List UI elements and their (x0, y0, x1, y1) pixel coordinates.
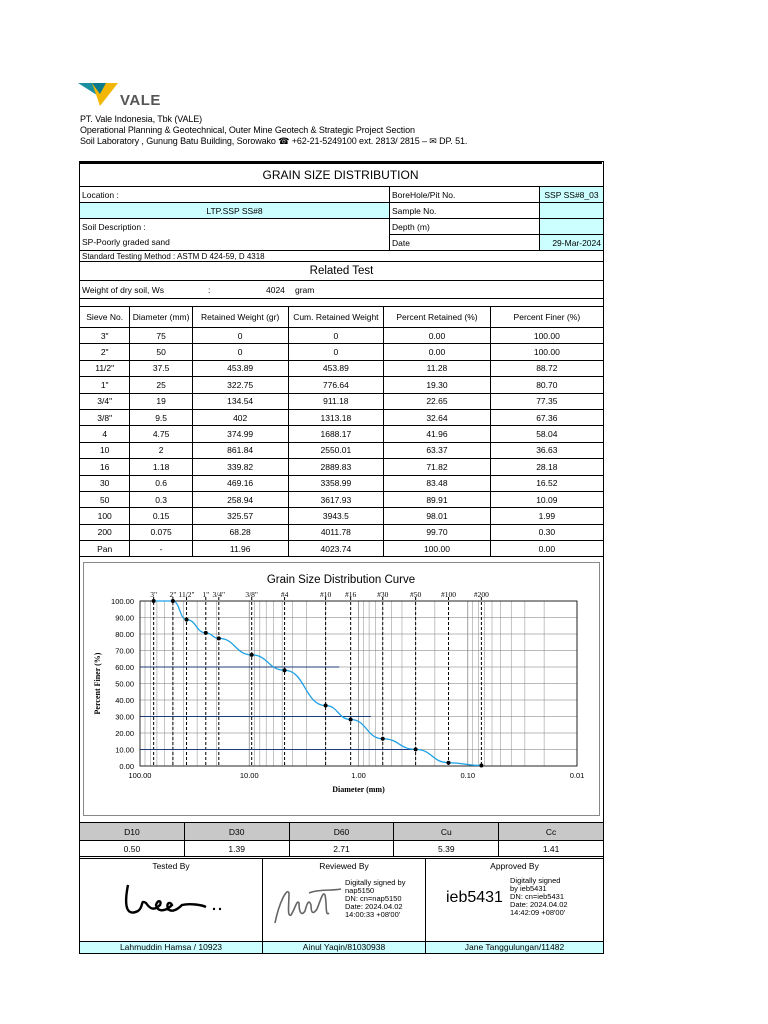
table-cell: 0 (288, 328, 384, 344)
table-cell: 41.96 (384, 426, 490, 442)
table-cell: 402 (192, 409, 288, 425)
table-cell: 0.6 (130, 475, 192, 491)
y-tick-label: 10.00 (115, 745, 134, 755)
table-cell: 16 (80, 459, 130, 475)
table-cell: 322.75 (192, 377, 288, 393)
data-point (204, 631, 208, 635)
sieve-table-header (80, 307, 604, 328)
table-cell: 1.99 (490, 508, 603, 524)
data-point (324, 704, 328, 708)
coef-header: D60 (289, 823, 394, 841)
grain-size-chart (84, 563, 599, 815)
y-tick-label: 40.00 (115, 696, 134, 705)
location-value: LTP.SSP SS#8 (80, 203, 390, 219)
sieve-col-header: Percent Finer (%) (490, 307, 603, 328)
table-cell: 58.04 (490, 426, 603, 442)
table-cell: 36.63 (490, 442, 603, 458)
table-cell: 453.89 (192, 360, 288, 376)
sieve-col-header: Sieve No. (80, 307, 130, 328)
table-cell: 0 (192, 344, 288, 360)
table-row (80, 344, 604, 360)
table-cell: 11.96 (192, 541, 288, 557)
table-cell: 2889.83 (288, 459, 384, 475)
y-tick-label: 70.00 (115, 646, 134, 656)
y-tick-label: 90.00 (115, 613, 134, 623)
sieve-label: #16 (345, 590, 357, 599)
reviewed-by-name: Ainul Yaqin/81030938 (263, 942, 426, 954)
table-row (80, 426, 604, 442)
digital-signature-line: 14:00:33 +08'00' (345, 910, 401, 919)
table-row (80, 377, 604, 393)
table-cell: 30 (80, 475, 130, 491)
table-cell: 83.48 (384, 475, 490, 491)
table-cell: 3617.93 (288, 491, 384, 507)
reviewed-by-cell (263, 859, 426, 942)
coefficients-table (79, 822, 604, 857)
table-cell: 71.82 (384, 459, 490, 475)
table-row (80, 328, 604, 344)
digital-signature-line: by ieb5431 (510, 884, 547, 893)
coef-value: 1.41 (499, 841, 604, 857)
table-cell: 77.35 (490, 393, 603, 409)
table-cell: 10.09 (490, 491, 603, 507)
chart-title: Grain Size Distribution Curve (266, 574, 416, 586)
location-label: Location : (80, 187, 390, 203)
sieve-col-header: Percent Retained (%) (384, 307, 490, 328)
table-cell: 67.36 (490, 409, 603, 425)
data-point (479, 764, 483, 768)
coef-value: 5.39 (394, 841, 499, 857)
coef-header: D10 (80, 823, 185, 841)
table-cell: 0.15 (130, 508, 192, 524)
coefficients-header (80, 823, 604, 841)
y-axis-label: Percent Finer (%) (93, 652, 102, 715)
sieve-label: 3/8" (245, 590, 259, 599)
approved-digital-signature (510, 877, 568, 917)
info-table (79, 186, 604, 299)
table-cell: 89.91 (384, 491, 490, 507)
soil-desc-value: SP-Poorly graded sand (80, 235, 390, 251)
sieve-col-header: Cum. Retained Weight (288, 307, 384, 328)
y-tick-label: 20.00 (115, 729, 134, 738)
approved-by-cell (426, 859, 604, 942)
y-tick-label: 100.00 (111, 597, 134, 606)
soil-desc-label: Soil Description : (80, 219, 390, 235)
digital-signature-line: DN: cn=ieb5431 (510, 892, 564, 901)
digital-signature-line: nap5150 (345, 886, 375, 895)
table-row (80, 524, 604, 540)
table-cell: 4011.78 (288, 524, 384, 540)
table-cell: 2550.01 (288, 442, 384, 458)
table-cell: 258.94 (192, 491, 288, 507)
table-row (80, 360, 604, 376)
reviewed-by-label: Reviewed By (319, 861, 369, 871)
x-tick-label: 0.10 (460, 771, 476, 780)
testing-method: Standard Testing Method : ASTM D 424-59, D 4318 (80, 251, 604, 262)
coefficients-values (80, 841, 604, 857)
table-cell: 16.52 (490, 475, 603, 491)
table-cell: 134.54 (192, 393, 288, 409)
coef-header: Cc (499, 823, 604, 841)
table-cell: 99.70 (384, 524, 490, 540)
digital-signature-line: 14:42:09 +08'00' (510, 908, 566, 917)
table-cell: 98.01 (384, 508, 490, 524)
table-cell: 0 (288, 344, 384, 360)
table-cell: 100.00 (490, 328, 603, 344)
chart-panel (83, 562, 600, 816)
date-label: Date (390, 235, 540, 251)
table-cell: 100.00 (384, 541, 490, 557)
sieve-label: #4 (280, 590, 289, 599)
digital-signature-line: Date: 2024.04.02 (510, 900, 568, 909)
data-point (250, 653, 254, 657)
depth-label: Depth (m) (390, 219, 540, 235)
table-cell: 100 (80, 508, 130, 524)
approved-by-name: Jane Tanggulungan/11482 (426, 942, 604, 954)
borehole-label: BoreHole/Pit No. (390, 187, 540, 203)
data-point (217, 636, 221, 640)
x-tick-label: 0.01 (569, 771, 585, 780)
y-tick-label: 80.00 (115, 630, 134, 639)
digital-signature-line: DN: cn=nap5150 (345, 894, 402, 903)
table-row (80, 393, 604, 409)
table-cell: 339.82 (192, 459, 288, 475)
signature-table (79, 858, 604, 954)
borehole-value: SSP SS#8_03 (540, 187, 604, 203)
depth-value (540, 219, 604, 235)
table-cell: 10 (80, 442, 130, 458)
x-tick-label: 1.00 (351, 771, 366, 780)
data-point (283, 668, 287, 672)
table-cell: 0.30 (490, 524, 603, 540)
table-cell: 325.57 (192, 508, 288, 524)
table-cell: 4023.74 (288, 541, 384, 557)
data-point (414, 747, 418, 751)
table-row (80, 459, 604, 475)
table-cell: 0.075 (130, 524, 192, 540)
table-cell: 3358.99 (288, 475, 384, 491)
table-cell: 3/4" (80, 393, 130, 409)
dry-soil-colon: : (208, 284, 211, 295)
sieve-label: #200 (473, 590, 489, 599)
reviewed-signature-icon (265, 873, 345, 933)
sieve-label: #10 (319, 590, 332, 599)
x-tick-label: 10.00 (239, 771, 259, 780)
sample-value (540, 203, 604, 219)
dry-soil-unit: gram (295, 284, 315, 295)
table-cell: 200 (80, 524, 130, 540)
y-tick-label: 60.00 (115, 663, 134, 672)
table-cell: 88.72 (490, 360, 603, 376)
table-cell: 2" (80, 344, 130, 360)
table-cell: 1.18 (130, 459, 192, 475)
tested-by-cell (80, 859, 263, 942)
x-axis-label: Diameter (mm) (332, 785, 385, 794)
company-name: PT. Vale Indonesia, Tbk (VALE) (80, 114, 203, 124)
table-cell: 776.64 (288, 377, 384, 393)
sieve-label: 1" (202, 590, 210, 599)
reviewed-digital-signature (345, 879, 405, 919)
sample-label: Sample No. (390, 203, 540, 219)
table-cell: 453.89 (288, 360, 384, 376)
table-cell: 37.5 (130, 360, 192, 376)
table-cell: 11.28 (384, 360, 490, 376)
table-cell: 4.75 (130, 426, 192, 442)
table-cell: 3943.5 (288, 508, 384, 524)
data-point (185, 618, 189, 622)
table-cell: 0 (192, 328, 288, 344)
coef-value: 2.71 (289, 841, 394, 857)
table-row (80, 442, 604, 458)
dry-soil-row (80, 281, 604, 299)
tested-by-name: Lahmuddin Hamsa / 10923 (80, 942, 263, 954)
digital-signature-line: Digitally signed by (345, 878, 406, 887)
table-cell: 911.18 (288, 393, 384, 409)
related-test-heading: Related Test (80, 262, 604, 281)
sieve-label: 11/2" (178, 590, 195, 599)
coef-header: Cu (394, 823, 499, 841)
approved-by-label: Approved By (490, 861, 539, 871)
table-cell: 0.3 (130, 491, 192, 507)
sieve-table (79, 306, 604, 557)
table-cell: 1" (80, 377, 130, 393)
table-cell: 469.16 (192, 475, 288, 491)
y-tick-label: 50.00 (115, 679, 134, 689)
table-cell: 0.00 (490, 541, 603, 557)
table-cell: 25 (130, 377, 192, 393)
table-cell: Pan (80, 541, 130, 557)
sieve-label: 2" (169, 590, 177, 599)
table-cell: 68.28 (192, 524, 288, 540)
company-address: Soil Laboratory , Gunung Batu Building, Sorowako ☎ +62-21-5249100 ext. 2813/ 2815 – ✉ DP. 51. (80, 136, 468, 146)
dry-soil-value: 4024 (266, 284, 285, 295)
table-cell: 0.00 (384, 328, 490, 344)
coef-header: D30 (184, 823, 289, 841)
table-cell: - (130, 541, 192, 557)
table-cell: 3/8" (80, 409, 130, 425)
data-point (447, 761, 451, 765)
table-cell: 50 (80, 491, 130, 507)
sieve-label: #100 (441, 590, 457, 599)
coef-value: 1.39 (184, 841, 289, 857)
sieve-label: #30 (377, 590, 389, 599)
digital-signature-line: Date: 2024.04.02 (345, 902, 403, 911)
sieve-col-header: Retained Weight (gr) (192, 307, 288, 328)
sieve-col-header: Diameter (mm) (130, 307, 192, 328)
table-cell: 374.99 (192, 426, 288, 442)
table-cell: 9.5 (130, 409, 192, 425)
table-cell: 19.30 (384, 377, 490, 393)
table-cell: 1688.17 (288, 426, 384, 442)
table-cell: 100.00 (490, 344, 603, 360)
y-tick-label: 0.00 (119, 762, 134, 771)
report-title: GRAIN SIZE DISTRIBUTION (79, 162, 602, 187)
sieve-label: 3/4" (212, 590, 226, 599)
sieve-label: #50 (409, 590, 422, 599)
table-cell: 28.18 (490, 459, 603, 475)
table-row (80, 409, 604, 425)
table-row (80, 491, 604, 507)
data-point (152, 599, 156, 603)
table-cell: 80.70 (490, 377, 603, 393)
table-cell: 32.64 (384, 409, 490, 425)
date-value: 29-Mar-2024 (540, 235, 604, 251)
table-cell: 19 (130, 393, 192, 409)
y-tick-label: 30.00 (115, 712, 134, 722)
table-cell: 50 (130, 344, 192, 360)
table-cell: 11/2" (80, 360, 130, 376)
coef-value: 0.50 (80, 841, 185, 857)
digital-signature-line: Digitally signed (510, 876, 561, 885)
table-row (80, 541, 604, 557)
table-cell: 63.37 (384, 442, 490, 458)
data-point (381, 737, 385, 741)
table-cell: 75 (130, 328, 192, 344)
table-cell: 861.84 (192, 442, 288, 458)
table-cell: 3" (80, 328, 130, 344)
table-row (80, 508, 604, 524)
tested-by-label: Tested By (152, 861, 190, 871)
tested-signature-icon (120, 875, 230, 925)
sieve-label: 3" (150, 590, 158, 599)
data-point (349, 718, 353, 722)
approved-id: ieb5431 (446, 889, 503, 906)
company-section: Operational Planning & Geotechnical, Outer Mine Geotech & Strategic Project Section (80, 125, 415, 135)
data-point (171, 599, 175, 603)
table-row (80, 475, 604, 491)
logo-text: VALE (120, 92, 161, 109)
table-cell: 1313.18 (288, 409, 384, 425)
x-tick-label: 100.00 (128, 771, 152, 780)
table-cell: 0.00 (384, 344, 490, 360)
table-cell: 2 (130, 442, 192, 458)
table-cell: 22.65 (384, 393, 490, 409)
table-cell: 4 (80, 426, 130, 442)
dry-soil-label: Weight of dry soil, Ws (82, 284, 165, 295)
